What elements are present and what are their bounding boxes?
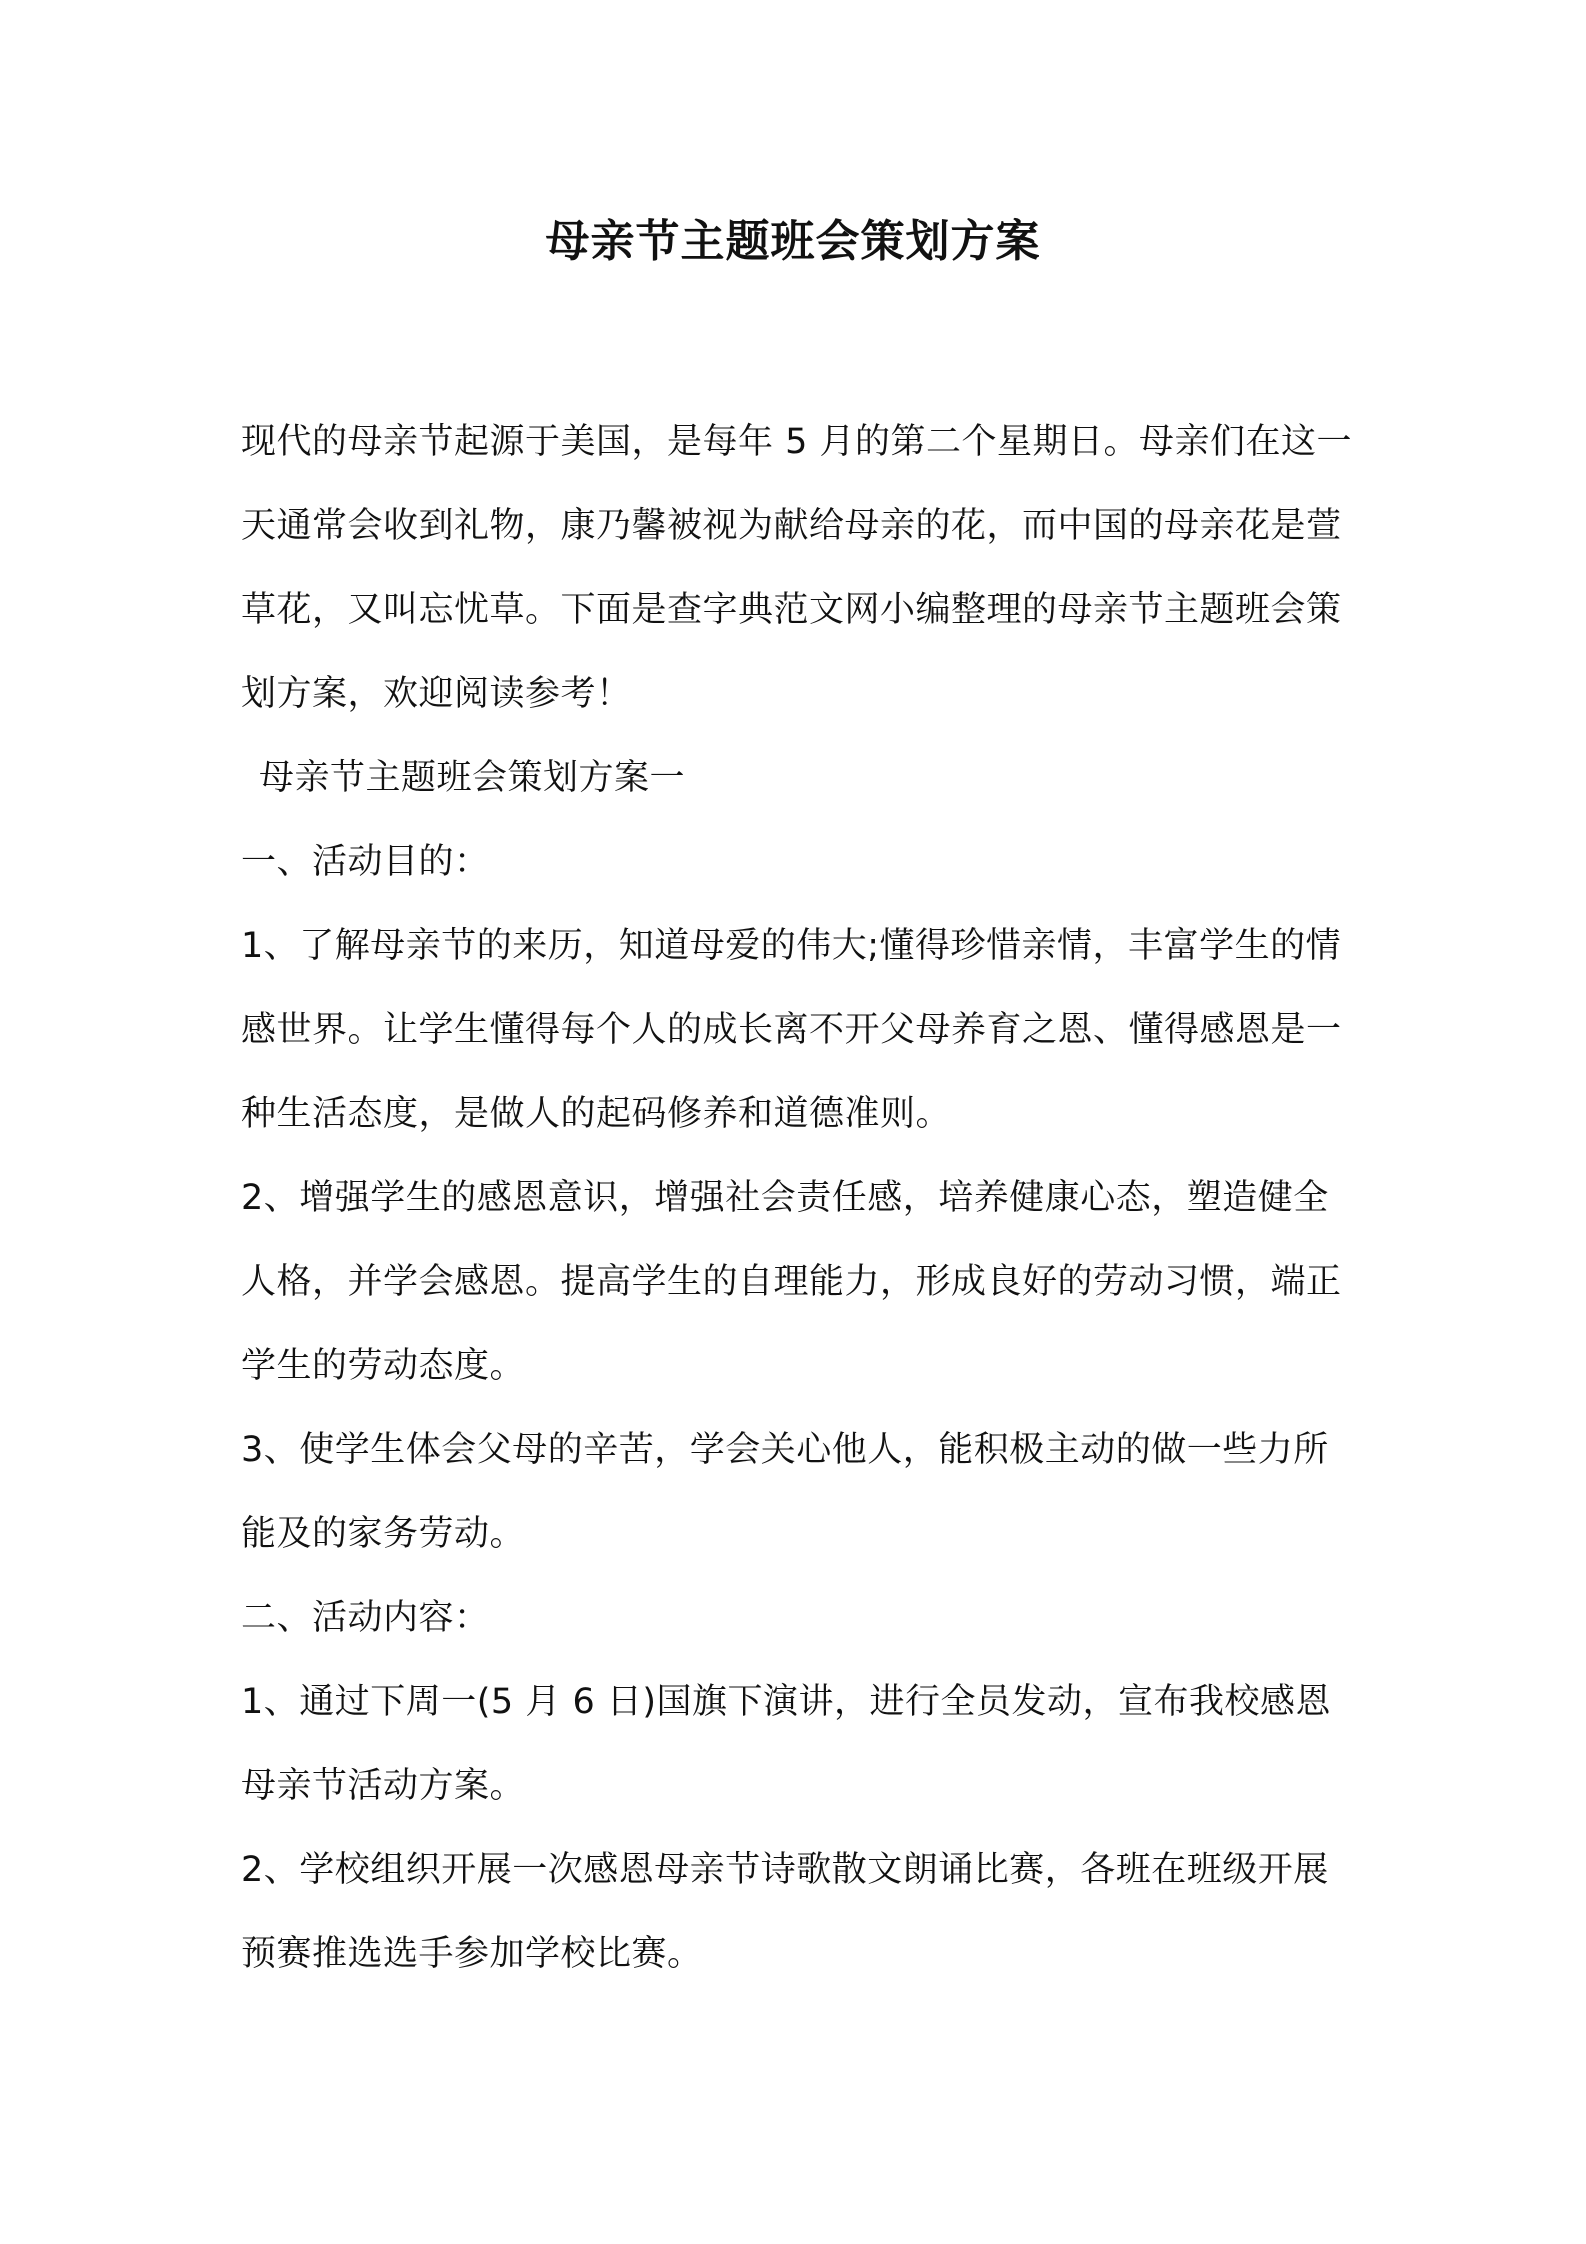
purpose-item-3: 3、使学生体会父母的辛苦，学会关心他人，能积极主动的做一些力所能及的家务劳动。: [241, 1430, 1329, 1554]
content-item-2: 2、学校组织开展一次感恩母亲节诗歌散文朗诵比赛，各班在班级开展预赛推选选手参加学校比赛。: [241, 1850, 1329, 1974]
document-title: 母亲节主题班会策划方案: [545, 216, 1041, 267]
plan-subtitle: 母亲节主题班会策划方案一: [259, 758, 686, 798]
intro-paragraph: 现代的母亲节起源于美国，是每年 5 月的第二个星期日。母亲们在这一天通常会收到礼物，康乃馨被视为献给母亲的花，而中国的母亲花是萱草花，又叫忘忧草。下面是查字典范文网小编整理的母亲节主题班会策划方案，欢迎阅读参考！: [241, 422, 1353, 714]
content-item-1: 1、通过下周一(5 月 6 日)国旗下演讲，进行全员发动，宣布我校感恩母亲节活动方案。: [241, 1682, 1331, 1806]
purpose-item-2: 2、增强学生的感恩意识，增强社会责任感，培养健康心态，塑造健全人格，并学会感恩。提高学生的自理能力，形成良好的劳动习惯，端正学生的劳动态度。: [241, 1178, 1342, 1386]
section-heading-content: 二、活动内容：: [241, 1598, 490, 1638]
section-heading-purpose: 一、活动目的：: [241, 842, 490, 882]
document-body: [241, 400, 1361, 1996]
purpose-item-1: 1、了解母亲节的来历，知道母爱的伟大;懂得珍惜亲情，丰富学生的情感世界。让学生懂得每个人的成长离不开父母养育之恩、懂得感恩是一种生活态度，是做人的起码修养和道德准则。: [241, 926, 1342, 1134]
